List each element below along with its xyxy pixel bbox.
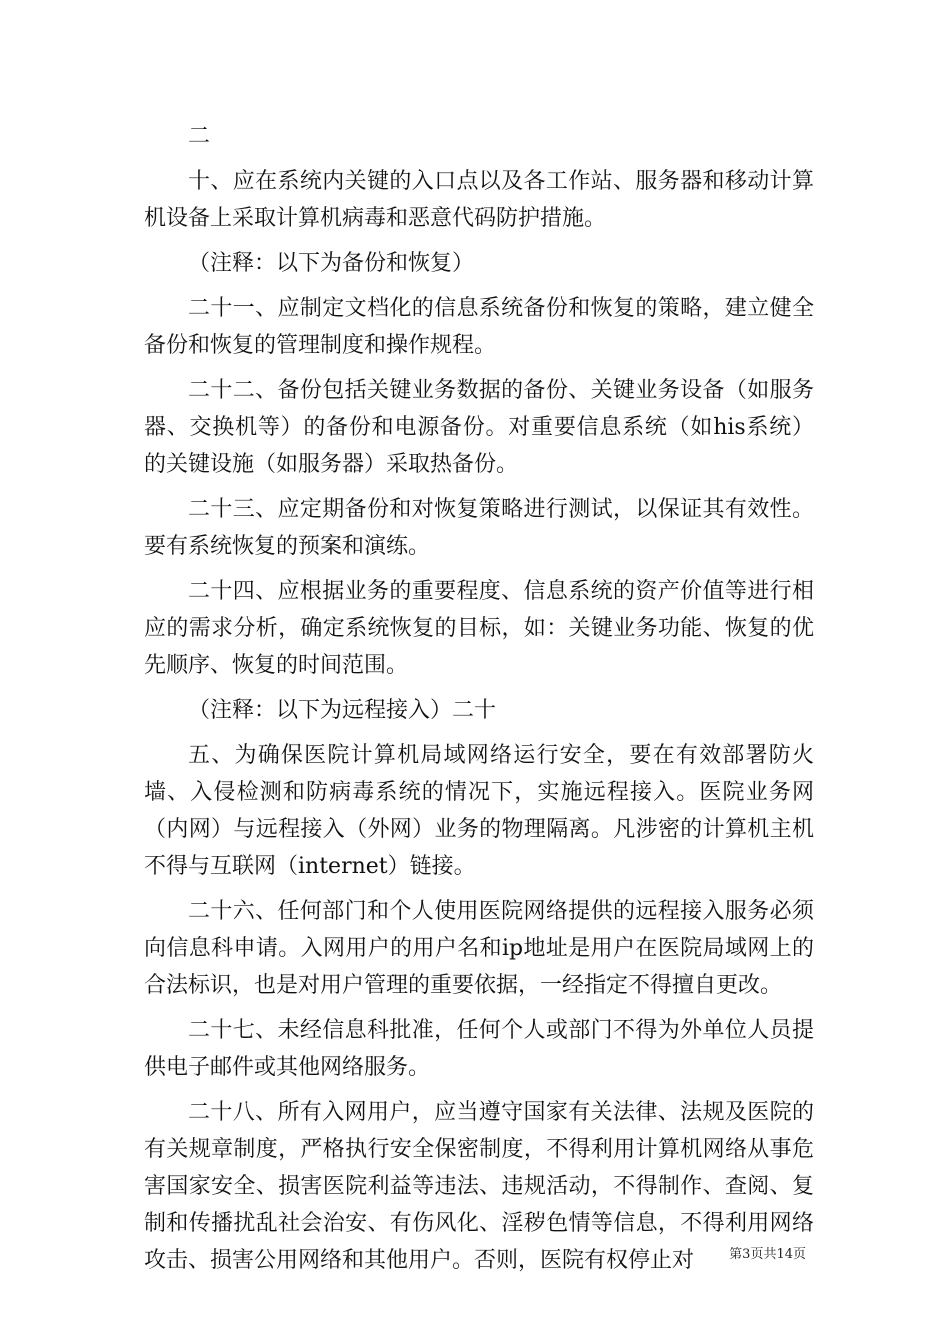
paragraph: 二十四、应根据业务的重要程度、信息系统的资产价值等进行相应的需求分析，确定系统恢复的目标，如：关键业务功能、恢复的优先顺序、恢复的时间范围。 — [144, 579, 814, 678]
paragraph: 二十一、应制定文档化的信息系统备份和恢复的策略，建立健全备份和恢复的管理制度和操作规程。 — [144, 296, 814, 358]
document-body — [144, 118, 814, 1287]
page-number: 第3页共14页 — [729, 1247, 806, 1262]
paragraph: （注释：以下为远程接入）二十 — [188, 698, 497, 723]
paragraph: 二十七、未经信息科批准，任何个人或部门不得为外单位人员提供电子邮件或其他网络服务。 — [144, 1018, 814, 1080]
paragraph: 二十八、所有入网用户，应当遵守国家有关法律、法规及医院的有关规章制度，严格执行安全保密制度，不得利用计算机网络从事危害国家安全、损害医院利益等违法、违规活动，不得制作、查阅、复制和传播扰乱社会治安、有伤风化、淫秽色情等信息，不得利用网络攻击、损害公用网络和其他用户。否则，医院有权停止对 — [144, 1100, 814, 1273]
paragraph: 二十二、备份包括关键业务数据的备份、关键业务设备（如服务器、交换机等）的备份和电源备份。对重要信息系统（如his系统）的关键设施（如服务器）采取热备份。 — [144, 378, 814, 477]
paragraph: 二十三、应定期备份和对恢复策略进行测试，以保证其有效性。要有系统恢复的预案和演练。 — [144, 497, 814, 559]
paragraph: 二 — [188, 124, 211, 149]
paragraph: 二十六、任何部门和个人使用医院网络提供的远程接入服务必须向信息科申请。入网用户的用户名和ip地址是用户在医院局域网上的合法标识，也是对用户管理的重要依据，一经指定不得擅自更改。 — [144, 899, 814, 998]
paragraph: 十、应在系统内关键的入口点以及各工作站、服务器和移动计算机设备上采取计算机病毒和恶意代码防护措施。 — [144, 169, 814, 231]
paragraph: 五、为确保医院计算机局域网络运行安全，要在有效部署防火墙、入侵检测和防病毒系统的情况下，实施远程接入。医院业务网（内网）与远程接入（外网）业务的物理隔离。凡涉密的计算机主机不得与互联网（internet）链接。 — [144, 743, 814, 879]
paragraph: （注释：以下为备份和恢复） — [188, 251, 475, 276]
